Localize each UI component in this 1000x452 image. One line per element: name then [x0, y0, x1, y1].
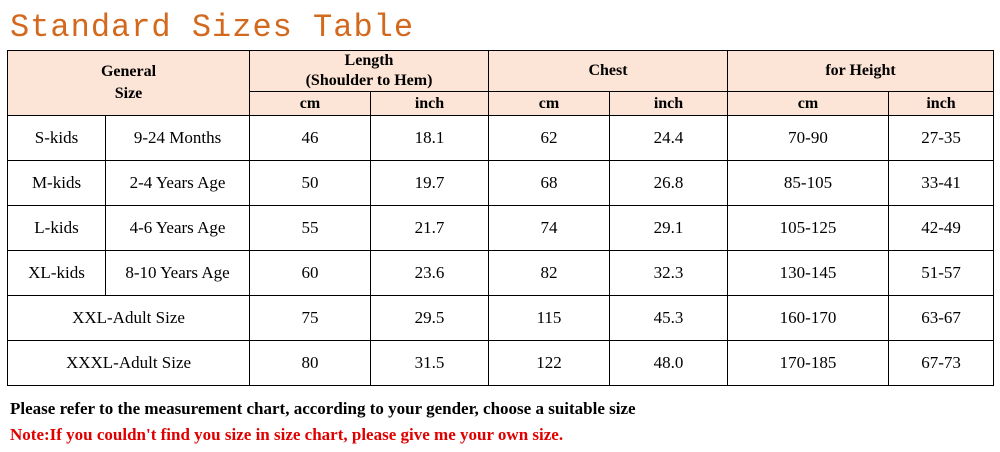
size-cell: XXL-Adult Size — [8, 296, 250, 341]
header-height-inch: inch — [889, 92, 994, 116]
header-chest-inch: inch — [610, 92, 728, 116]
height-inch-cell: 27-35 — [889, 116, 994, 161]
length-inch-cell: 23.6 — [371, 251, 489, 296]
size-cell: XXXL-Adult Size — [8, 341, 250, 386]
length-inch-cell: 31.5 — [371, 341, 489, 386]
table-row — [8, 206, 994, 251]
age-cell: 4-6 Years Age — [106, 206, 250, 251]
age-cell: 2-4 Years Age — [106, 161, 250, 206]
length-inch-cell: 18.1 — [371, 116, 489, 161]
chest-inch-cell: 32.3 — [610, 251, 728, 296]
header-height-cm: cm — [728, 92, 889, 116]
header-length-inch: inch — [371, 92, 489, 116]
header-chest-cm: cm — [489, 92, 610, 116]
chest-inch-cell: 26.8 — [610, 161, 728, 206]
table-row — [8, 161, 994, 206]
height-cm-cell: 160-170 — [728, 296, 889, 341]
height-cm-cell: 70-90 — [728, 116, 889, 161]
page-title: Standard Sizes Table — [10, 9, 415, 46]
height-cm-cell: 130-145 — [728, 251, 889, 296]
size-warning-note: Note:If you couldn't find you size in size chart, please give me your own size. — [10, 425, 564, 444]
table-row — [8, 341, 994, 386]
header-chest: Chest — [489, 51, 728, 92]
age-cell: 8-10 Years Age — [106, 251, 250, 296]
length-cm-cell: 50 — [250, 161, 371, 206]
length-inch-cell: 19.7 — [371, 161, 489, 206]
chest-cm-cell: 68 — [489, 161, 610, 206]
chest-inch-cell: 45.3 — [610, 296, 728, 341]
height-inch-cell: 33-41 — [889, 161, 994, 206]
length-inch-cell: 21.7 — [371, 206, 489, 251]
chest-inch-cell: 24.4 — [610, 116, 728, 161]
length-cm-cell: 55 — [250, 206, 371, 251]
header-length: Length (Shoulder to Hem) — [250, 51, 489, 92]
height-inch-cell: 63-67 — [889, 296, 994, 341]
chest-cm-cell: 115 — [489, 296, 610, 341]
chest-cm-cell: 62 — [489, 116, 610, 161]
size-table — [7, 50, 994, 386]
chest-inch-cell: 29.1 — [610, 206, 728, 251]
height-inch-cell: 67-73 — [889, 341, 994, 386]
size-cell: M-kids — [8, 161, 106, 206]
chest-inch-cell: 48.0 — [610, 341, 728, 386]
size-cell: S-kids — [8, 116, 106, 161]
header-general-size: General Size — [8, 51, 250, 116]
height-inch-cell: 51-57 — [889, 251, 994, 296]
header-height: for Height — [728, 51, 994, 92]
height-cm-cell: 105-125 — [728, 206, 889, 251]
header-length-cm: cm — [250, 92, 371, 116]
table-row — [8, 251, 994, 296]
size-cell: L-kids — [8, 206, 106, 251]
size-cell: XL-kids — [8, 251, 106, 296]
height-cm-cell: 170-185 — [728, 341, 889, 386]
measurement-note: Please refer to the measurement chart, according to your gender, choose a suitable size — [10, 399, 636, 418]
length-inch-cell: 29.5 — [371, 296, 489, 341]
length-cm-cell: 60 — [250, 251, 371, 296]
table-row — [8, 116, 994, 161]
chest-cm-cell: 74 — [489, 206, 610, 251]
length-cm-cell: 46 — [250, 116, 371, 161]
height-cm-cell: 85-105 — [728, 161, 889, 206]
table-row — [8, 296, 994, 341]
height-inch-cell: 42-49 — [889, 206, 994, 251]
age-cell: 9-24 Months — [106, 116, 250, 161]
length-cm-cell: 75 — [250, 296, 371, 341]
chest-cm-cell: 82 — [489, 251, 610, 296]
length-cm-cell: 80 — [250, 341, 371, 386]
chest-cm-cell: 122 — [489, 341, 610, 386]
